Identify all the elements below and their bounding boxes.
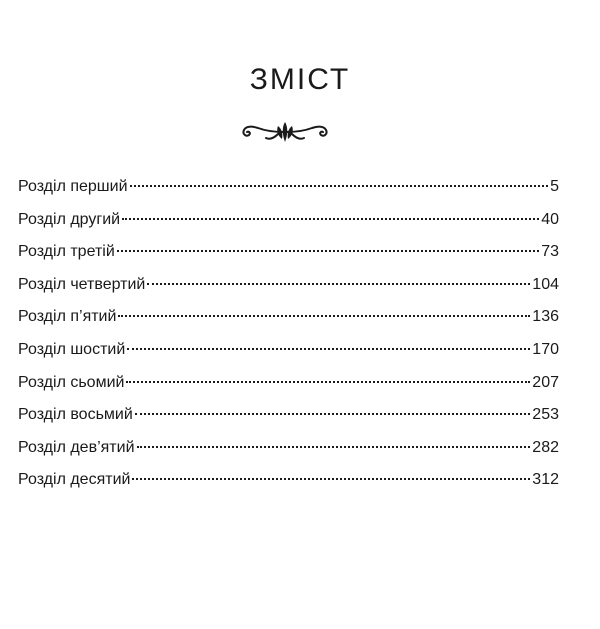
chapter-title: Розділ четвертий <box>18 275 146 293</box>
dot-leader <box>130 185 549 187</box>
toc-entry[interactable] <box>18 176 559 209</box>
flourish-icon <box>240 118 330 150</box>
dot-leader <box>132 478 530 480</box>
page-number: 282 <box>532 438 559 456</box>
dot-leader <box>147 283 530 285</box>
table-of-contents <box>18 176 559 502</box>
toc-entry[interactable] <box>18 372 559 405</box>
page-number: 5 <box>550 178 559 195</box>
page-number: 170 <box>532 340 559 358</box>
page-number: 40 <box>541 210 559 228</box>
page-number: 104 <box>532 275 559 293</box>
chapter-title: Розділ десятий <box>18 471 131 489</box>
chapter-title: Розділ п’ятий <box>18 308 117 326</box>
page-number: 73 <box>541 243 559 261</box>
dot-leader <box>122 218 539 220</box>
dot-leader <box>126 381 530 383</box>
chapter-title: Розділ третій <box>18 243 115 261</box>
dot-leader <box>117 250 539 252</box>
page-number: 207 <box>532 373 559 391</box>
toc-entry[interactable] <box>18 274 559 307</box>
chapter-title: Розділ другий <box>18 210 121 228</box>
page-number: 312 <box>532 471 559 489</box>
chapter-title: Розділ сьомий <box>18 373 125 391</box>
dot-leader <box>135 413 531 415</box>
toc-entry[interactable] <box>18 209 559 242</box>
toc-entry[interactable] <box>18 404 559 437</box>
toc-entry[interactable] <box>18 469 559 502</box>
page-number: 253 <box>532 406 559 424</box>
dot-leader <box>118 315 530 317</box>
chapter-title: Розділ дев’ятий <box>18 438 135 456</box>
dot-leader <box>137 446 531 448</box>
page-title: ЗМІСТ <box>249 63 351 96</box>
chapter-title: Розділ шостий <box>18 340 126 358</box>
page-number: 136 <box>532 308 559 326</box>
toc-entry[interactable] <box>18 306 559 339</box>
toc-entry[interactable] <box>18 437 559 470</box>
dot-leader <box>127 348 530 350</box>
toc-entry[interactable] <box>18 241 559 274</box>
chapter-title: Розділ перший <box>18 178 128 195</box>
chapter-title: Розділ восьмий <box>18 406 133 424</box>
toc-entry[interactable] <box>18 339 559 372</box>
